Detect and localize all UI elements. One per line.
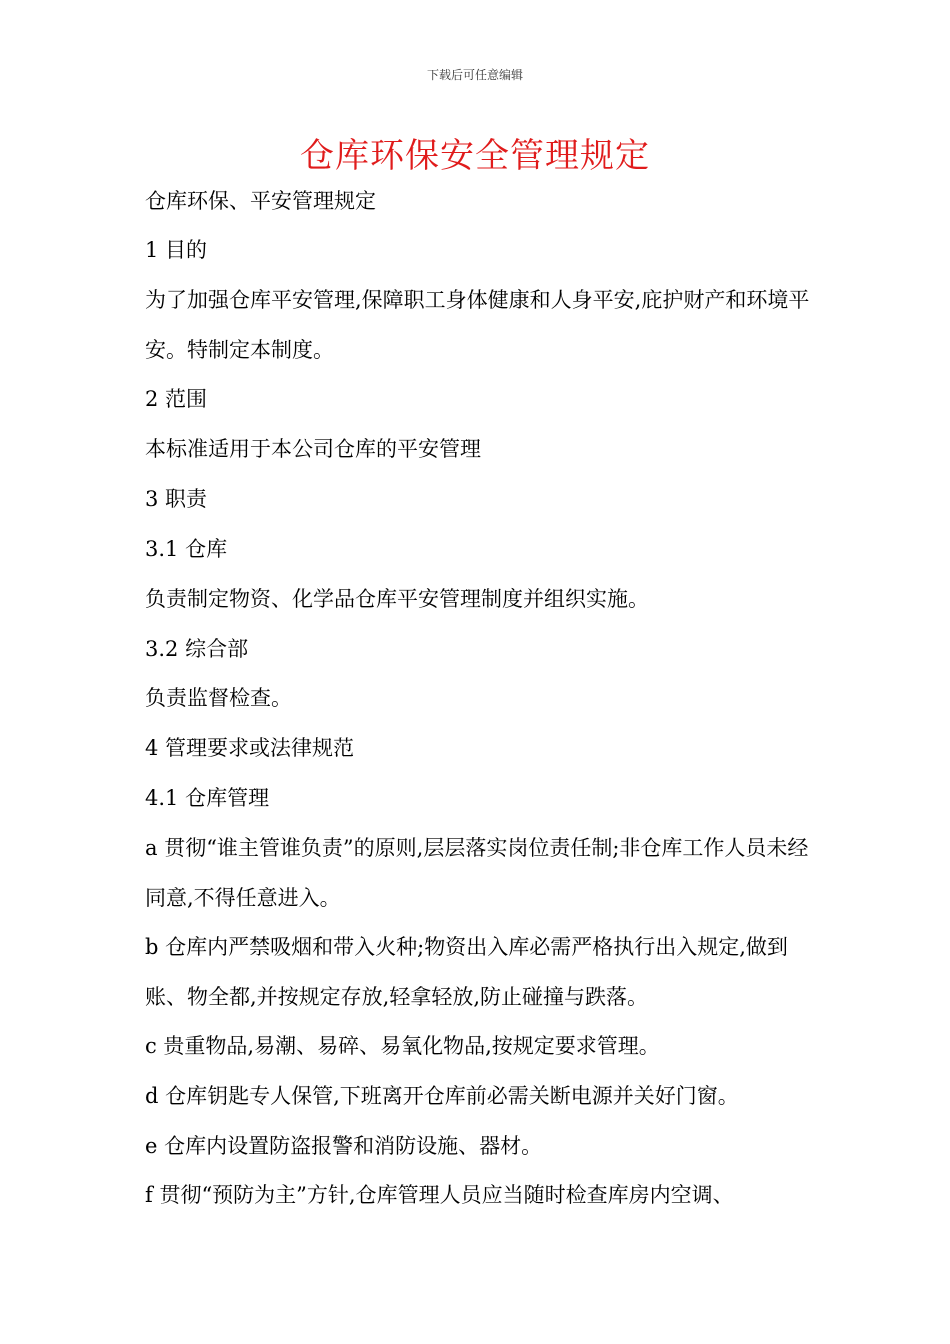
scope-paragraph: 本标准适用于本公司仓库的平安管理 (145, 437, 481, 461)
purpose-paragraph: 为了加强仓库平安管理,保障职工身体健康和人身平安,庇护财产和环境平安。特制定本制度。 (145, 288, 810, 362)
list-item-b: b 仓库内严禁吸烟和带入火种;物资出入库必需严格执行出入规定,做到账、物全都,并按规定存放,轻拿轻放,防止碰撞与跌落。 (145, 935, 788, 1009)
subtitle-paragraph: 仓库环保、平安管理规定 (145, 189, 376, 213)
document-title: 仓库环保安全管理规定 (300, 136, 650, 176)
section-heading-purpose: 1 目的 (145, 238, 208, 262)
list-item-f: f 贯彻“预防为主”方针,仓库管理人员应当随时检查库房内空调、 (145, 1183, 734, 1207)
list-item-d: d 仓库钥匙专人保管,下班离开仓库前必需关断电源并关好门窗。 (145, 1084, 739, 1108)
page-header: 下载后可任意编辑 (426, 68, 523, 82)
subsection-heading-warehouse-management: 4.1 仓库管理 (145, 786, 270, 810)
warehouse-duty-paragraph: 负责制定物资、化学品仓库平安管理制度并组织实施。 (145, 587, 649, 611)
subsection-heading-general-dept: 3.2 综合部 (145, 637, 249, 661)
list-item-c: c 贵重物品,易潮、易碎、易氧化物品,按规定要求管理。 (145, 1034, 660, 1058)
subsection-heading-warehouse: 3.1 仓库 (145, 537, 228, 561)
section-heading-requirements: 4 管理要求或法律规范 (145, 736, 355, 760)
list-item-a: a 贯彻“谁主管谁负责”的原则,层层落实岗位责任制;非仓库工作人员未经同意,不得任意进入。 (145, 836, 809, 910)
section-heading-duties: 3 职责 (145, 487, 208, 511)
general-dept-duty-paragraph: 负责监督检查。 (145, 686, 292, 710)
list-item-e: e 仓库内设置防盗报警和消防设施、器材。 (145, 1134, 543, 1158)
section-heading-scope: 2 范围 (145, 387, 208, 411)
